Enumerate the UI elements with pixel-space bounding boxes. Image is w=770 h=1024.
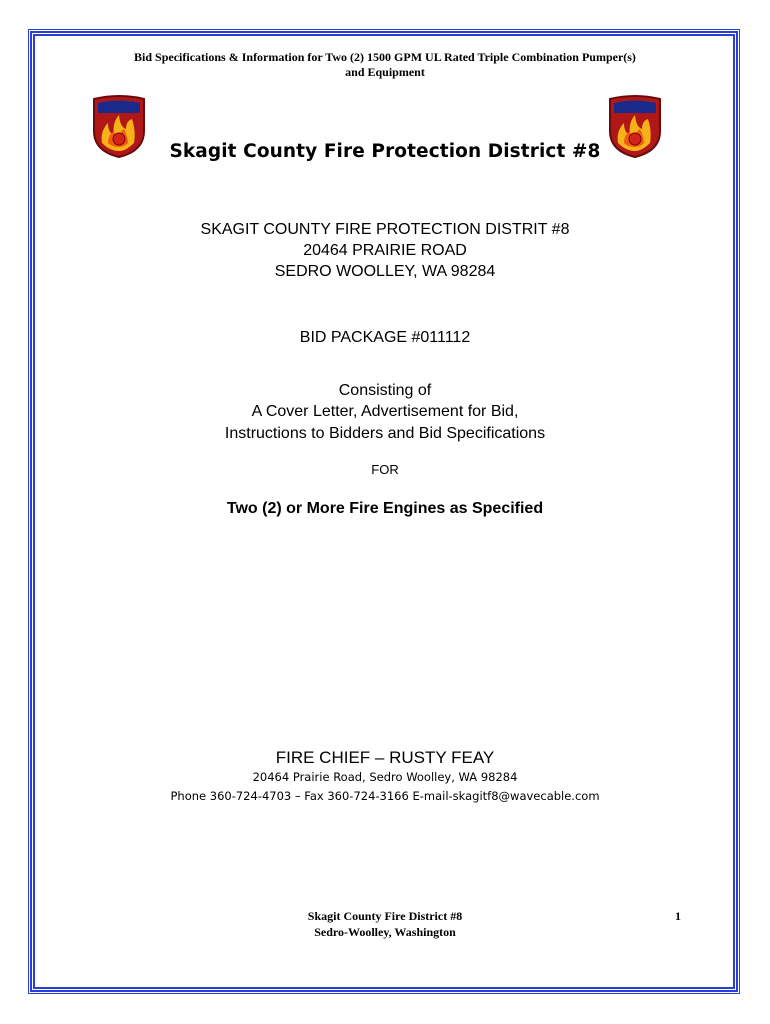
consisting-line-1: Consisting of [338, 382, 432, 399]
fire-chief-address: 20464 Prairie Road, Sedro Woolley, WA 98284 [252, 770, 518, 784]
address-line-3: SEDRO WOOLLEY, WA 98284 [274, 263, 496, 280]
footer-line-2: Sedro-Woolley, Washington [314, 925, 456, 939]
header-line-2: and Equipment [345, 65, 425, 79]
engines-heading: Two (2) or More Fire Engines as Specified [226, 500, 544, 517]
page-number: 1 [675, 909, 681, 923]
header-line-1: Bid Specifications & Information for Two (2) 1500 GPM UL Rated Triple Combination Pumper(s) [134, 50, 636, 64]
fire-chief-name: FIRE CHIEF – RUSTY FEAY [275, 748, 495, 767]
address-line-1: SKAGIT COUNTY FIRE PROTECTION DISTRIT #8 [200, 221, 570, 238]
page-title: Skagit County Fire Protection District #8 [169, 141, 601, 162]
footer [200, 908, 570, 940]
for-label: FOR [371, 462, 399, 477]
consisting-line-2: A Cover Letter, Advertisement for Bid, [251, 403, 519, 420]
consisting-line-3: Instructions to Bidders and Bid Specifications [224, 425, 546, 442]
address-line-2: 20464 PRAIRIE ROAD [303, 242, 467, 259]
bid-package-number: BID PACKAGE #011112 [299, 329, 471, 346]
fire-chief-contact: Phone 360-724-4703 – Fax 360-724-3166 E-mail-skagitf8@wavecable.com [170, 789, 600, 803]
footer-line-1: Skagit County Fire District #8 [307, 909, 463, 923]
